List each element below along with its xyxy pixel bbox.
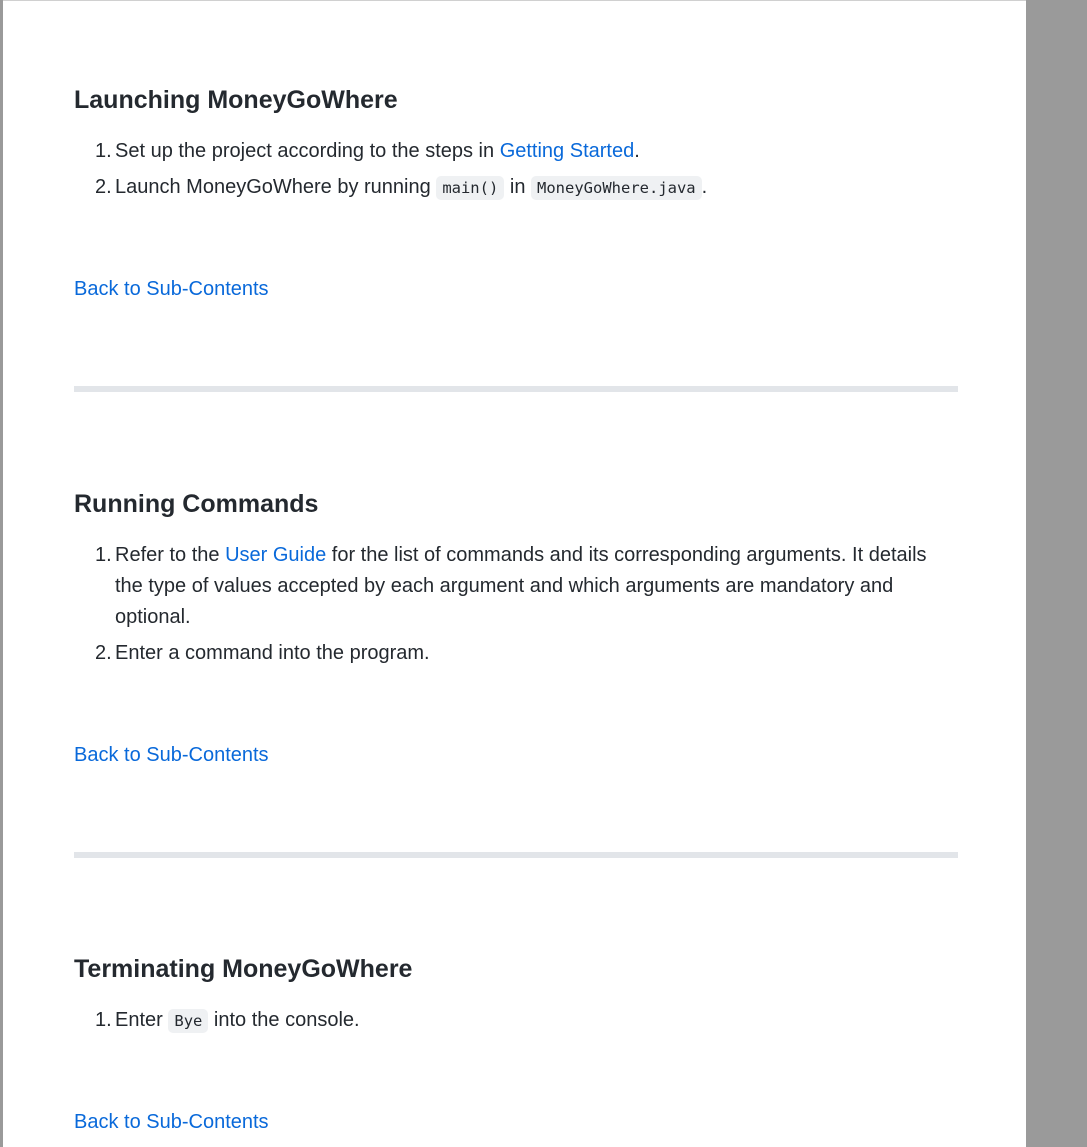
item-text: in	[504, 176, 531, 198]
list-item	[74, 172, 958, 204]
item-number: 1.	[95, 544, 112, 566]
item-text: Set up the project according to the steps in	[115, 140, 500, 162]
item-text: Enter	[115, 1009, 169, 1031]
item-text: for the list of commands and its corresponding arguments. It details the type of values accepted by each argument and which arguments are mandatory and optional.	[115, 544, 927, 628]
item-text: .	[634, 140, 640, 162]
list-item	[74, 540, 958, 633]
section-divider	[74, 852, 958, 858]
back-to-sub-contents-link[interactable]: Back to Sub-Contents	[74, 744, 269, 766]
list-item	[74, 638, 958, 669]
back-to-sub-contents-link[interactable]: Back to Sub-Contents	[74, 278, 269, 300]
section-terminating	[74, 953, 958, 1042]
item-number: 1.	[95, 1009, 112, 1031]
back-to-sub-contents-link[interactable]: Back to Sub-Contents	[74, 1111, 269, 1133]
item-number: 2.	[95, 176, 112, 198]
item-number: 1.	[95, 140, 112, 162]
section-running-commands	[74, 488, 958, 674]
steps-list	[74, 540, 958, 669]
item-text: into the console.	[208, 1009, 360, 1031]
item-text: Launch MoneyGoWhere by running	[115, 176, 437, 198]
steps-list	[74, 136, 958, 204]
user-guide-link[interactable]: User Guide	[225, 544, 327, 566]
getting-started-link[interactable]: Getting Started	[499, 140, 635, 162]
list-item	[74, 1005, 958, 1037]
section-launching	[74, 84, 958, 209]
item-number: 2.	[95, 642, 112, 664]
section-divider	[74, 386, 958, 392]
section-heading: Terminating MoneyGoWhere	[74, 955, 413, 983]
inline-code: Bye	[168, 1009, 208, 1033]
list-item	[74, 136, 958, 167]
section-heading: Launching MoneyGoWhere	[74, 86, 398, 114]
item-text: Enter a command into the program.	[115, 642, 430, 664]
section-heading: Running Commands	[74, 490, 319, 518]
inline-code: MoneyGoWhere.java	[531, 176, 702, 200]
document-page	[3, 0, 1026, 1147]
item-text: Refer to the	[115, 544, 226, 566]
item-text: .	[701, 176, 708, 198]
inline-code: main()	[436, 176, 504, 200]
steps-list	[74, 1005, 958, 1037]
